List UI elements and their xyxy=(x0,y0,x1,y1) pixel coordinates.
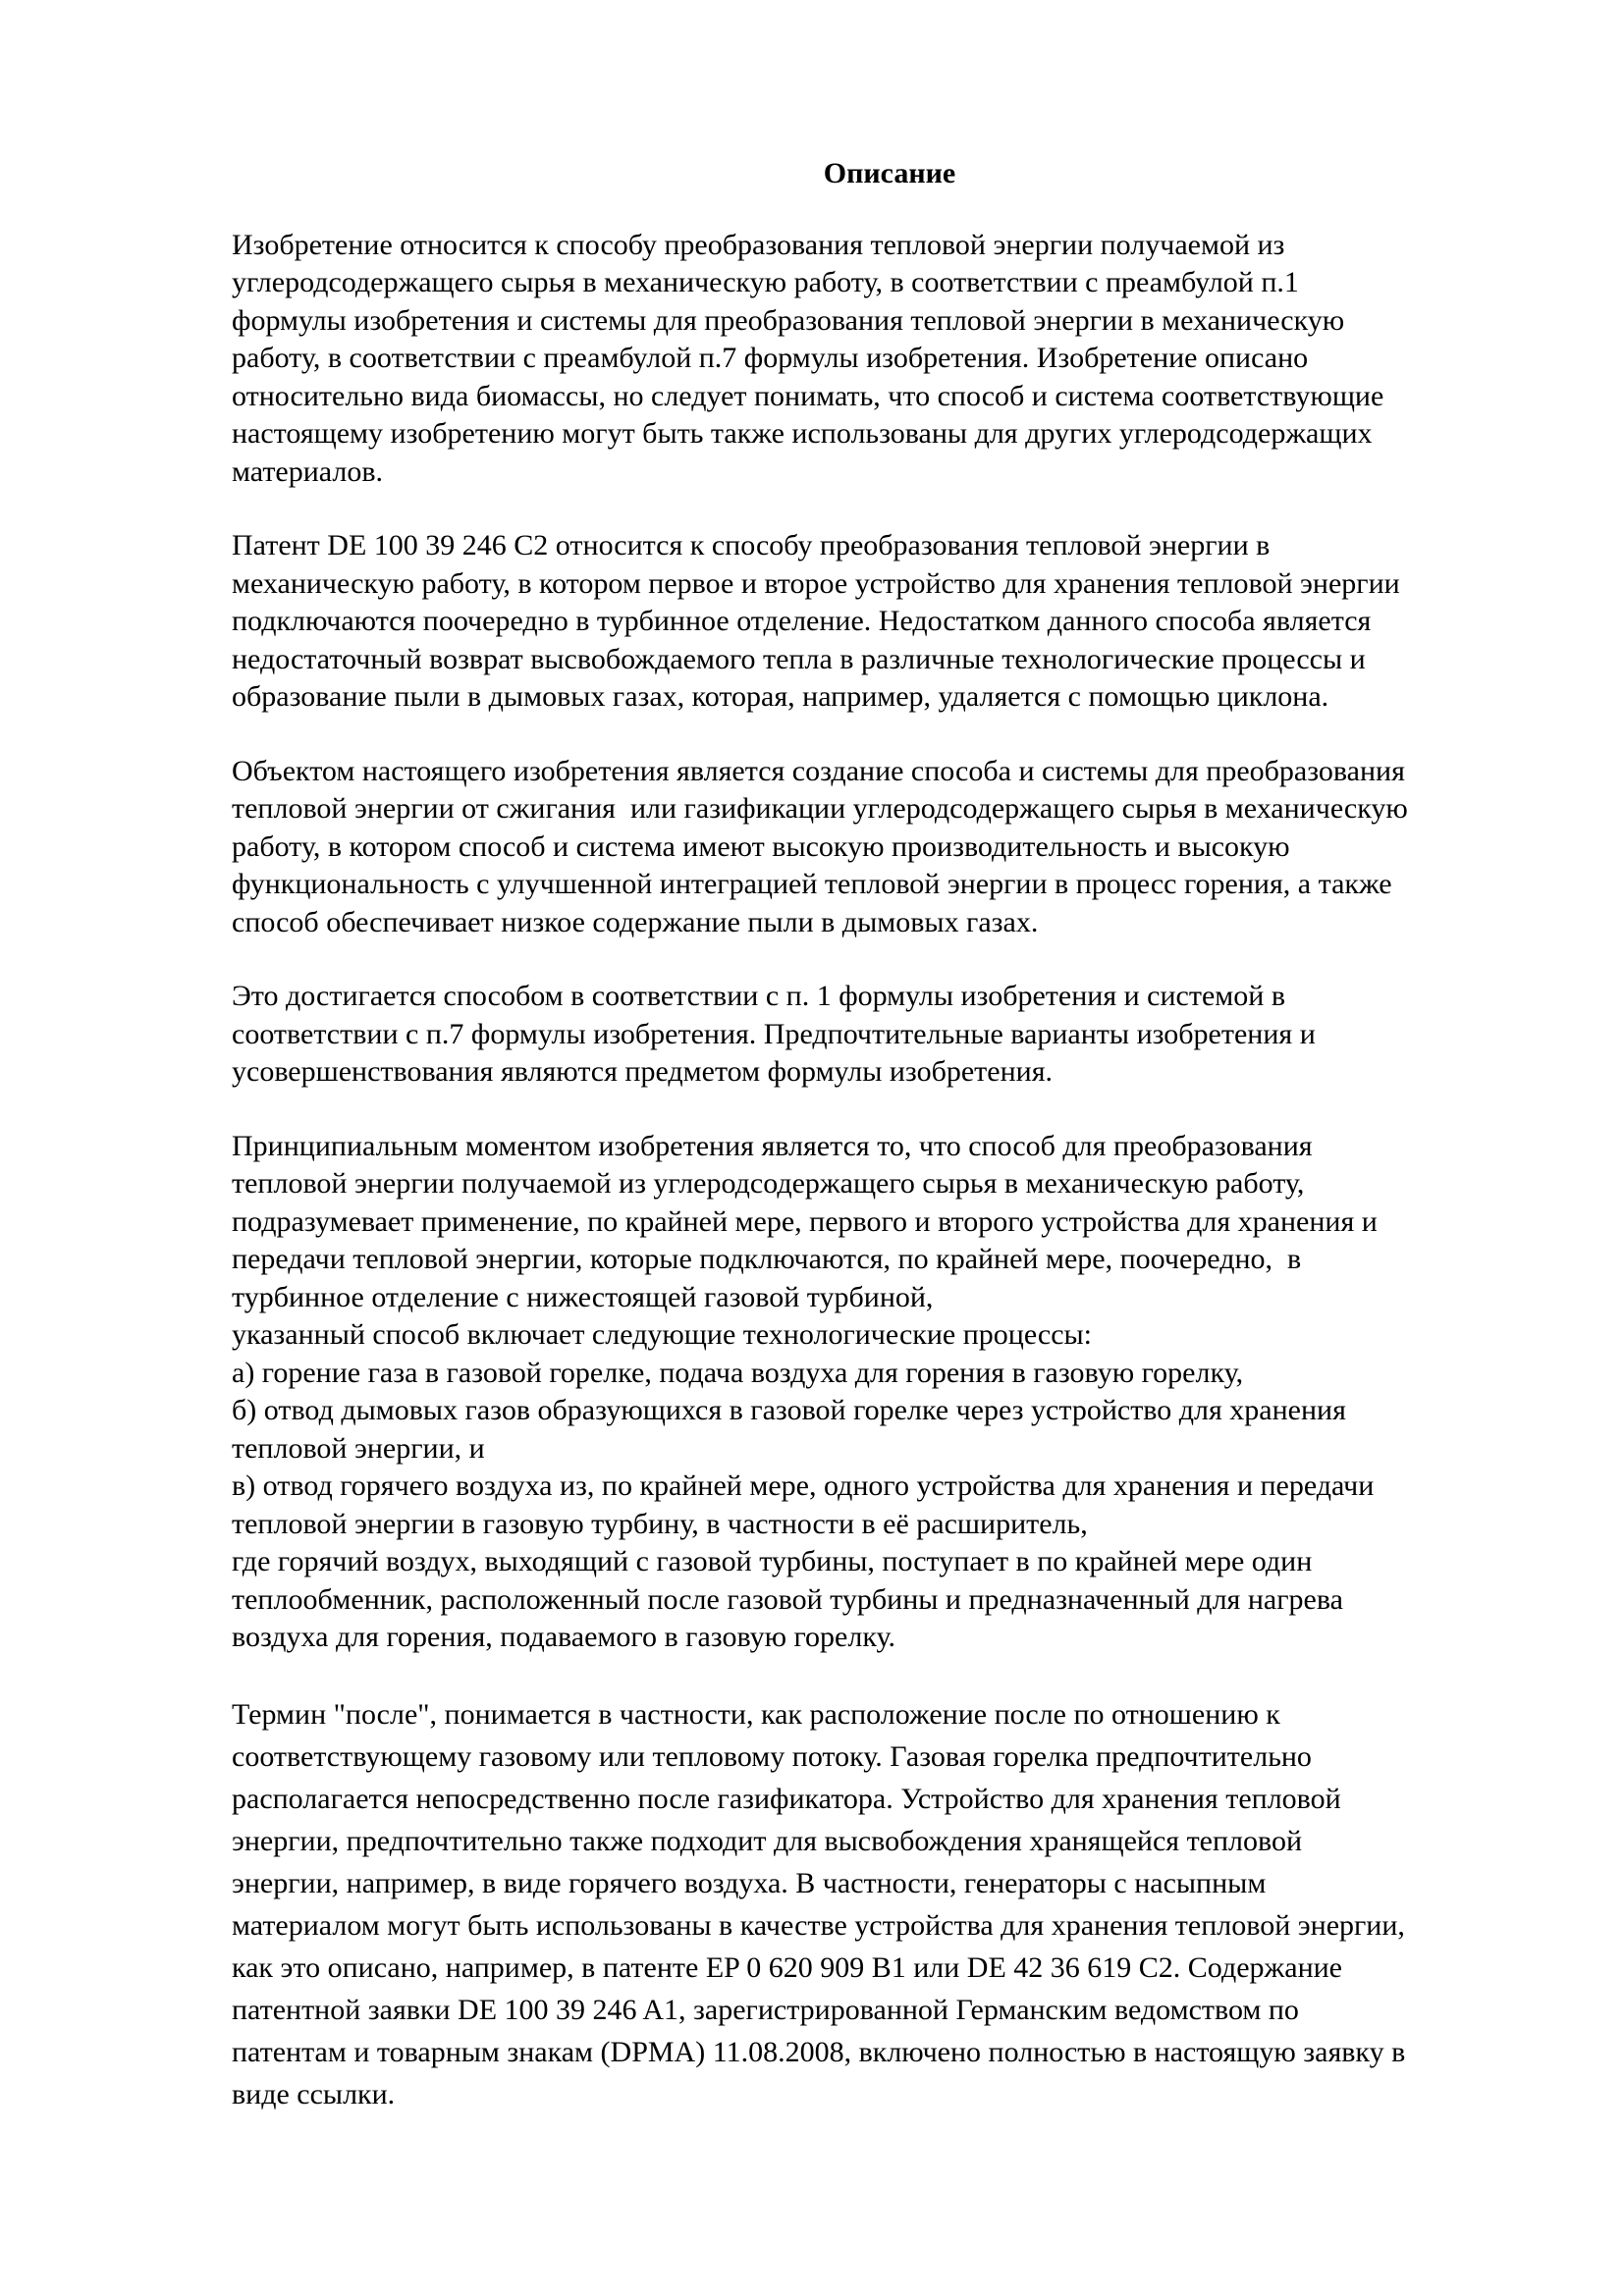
paragraph-line: подключаются поочередно в турбинное отделение. Недостатком данного способа является xyxy=(232,605,1372,637)
paragraph-line: энергии, предпочтительно также подходит для высвобождения хранящейся тепловой xyxy=(232,1824,1303,1857)
paragraph-line: усовершенствования являются предметом формулы изобретения. xyxy=(232,1055,1054,1088)
paragraph-line: соответствующему газовому или тепловому потоку. Газовая горелка предпочтительно xyxy=(232,1739,1312,1773)
paragraph-line: Объектом настоящего изобретения является создание способа и системы для преобразования xyxy=(232,754,1405,787)
paragraph-line: Это достигается способом в соответствии с п. 1 формулы изобретения и системой в xyxy=(232,980,1285,1012)
paragraph-line: материалов. xyxy=(232,454,384,488)
paragraph-line: механическую работу, в котором первое и второе устройство для хранения тепловой энергии xyxy=(232,566,1400,600)
paragraph-line: где горячий воздух, выходящий с газовой турбины, поступает в по крайней мере один xyxy=(232,1545,1313,1577)
paragraph-5 xyxy=(232,1128,1547,1657)
document-title: Описание xyxy=(823,157,956,189)
paragraph-line: настоящему изобретению могут быть также использованы для других углеродсодержащих xyxy=(232,417,1373,450)
paragraph-line: подразумевает применение, по крайней мере, первого и второго устройства для хранения и xyxy=(232,1204,1378,1238)
paragraph-line: материалом могут быть использованы в качестве устройства для хранения тепловой энергии, xyxy=(232,1908,1405,1942)
paragraph-6 xyxy=(232,1693,1547,2115)
document-body xyxy=(232,155,1547,2152)
paragraph-line: Термин "после", понимается в частности, как расположение после по отношению к xyxy=(232,1697,1280,1731)
paragraph-line: тепловой энергии в газовую турбину, в частности в её расширитель, xyxy=(232,1507,1088,1540)
paragraph-line: Изобретение относится к способу преобразования тепловой энергии получаемой из xyxy=(232,228,1285,261)
paragraph-1 xyxy=(232,227,1547,492)
paragraph-line: способ обеспечивает низкое содержание пыли в дымовых газах. xyxy=(232,905,1039,938)
paragraph-line: работу, в соответствии с преамбулой п.7 формулы изобретения. Изобретение описано xyxy=(232,342,1309,374)
paragraph-line: недостаточный возврат высвобождаемого тепла в различные технологические процессы и xyxy=(232,642,1366,675)
paragraph-line: б) отвод дымовых газов образующихся в газовой горелке через устройство для хранения xyxy=(232,1394,1346,1426)
paragraph-line: образование пыли в дымовых газах, которая, например, удаляется с помощью циклона. xyxy=(232,680,1329,713)
paragraph-line: турбинное отделение с нижестоящей газовой турбиной, xyxy=(232,1280,934,1313)
paragraph-line: тепловой энергии от сжигания или газификации углеродсодержащего сырья в механическую xyxy=(232,792,1408,825)
paragraph-line: Принципиальным моментом изобретения является то, что способ для преобразования xyxy=(232,1129,1313,1162)
paragraph-line: энергии, например, в виде горячего воздуха. В частности, генераторы с насыпным xyxy=(232,1866,1267,1899)
paragraph-3 xyxy=(232,753,1547,942)
paragraph-line: воздуха для горения, подаваемого в газовую горелку. xyxy=(232,1621,895,1653)
paragraph-line: как это описано, например, в патенте EP 0 620 909 B1 или DE 42 36 619 C2. Содержание xyxy=(232,1950,1342,1984)
paragraph-line: в) отвод горячего воздуха из, по крайней мере, одного устройства для хранения и передачи xyxy=(232,1469,1375,1502)
paragraph-line: передачи тепловой энергии, которые подключаются, по крайней мере, поочередно, в xyxy=(232,1243,1302,1275)
paragraph-line: патентной заявки DE 100 39 246 A1, зарегистрированной Германским ведомством по xyxy=(232,1993,1299,2026)
paragraph-line: углеродсодержащего сырья в механическую работу, в соответствии с преамбулой п.1 xyxy=(232,266,1299,298)
paragraph-line: соответствии с п.7 формулы изобретения. Предпочтительные варианты изобретения и xyxy=(232,1017,1316,1050)
paragraph-line: работу, в котором способ и система имеют высокую производительность и высокую xyxy=(232,829,1290,863)
paragraph-line: относительно вида биомассы, но следует понимать, что способ и система соответствующие xyxy=(232,379,1384,412)
paragraph-line: теплообменник, расположенный после газовой турбины и предназначенный для нагрева xyxy=(232,1582,1343,1616)
paragraph-line: тепловой энергии, и xyxy=(232,1431,485,1465)
paragraph-line: Патент DE 100 39 246 C2 относится к способу преобразования тепловой энергии в xyxy=(232,529,1271,561)
paragraph-list xyxy=(232,227,1547,2115)
paragraph-line: функциональность с улучшенной интеграцией тепловой энергии в процесс горения, а также xyxy=(232,868,1392,900)
paragraph-line: тепловой энергии получаемой из углеродсодержащего сырья в механическую работу, xyxy=(232,1167,1305,1200)
paragraph-line: а) горение газа в газовой горелке, подача воздуха для горения в газовую горелку, xyxy=(232,1356,1244,1389)
paragraph-line: указанный способ включает следующие технологические процессы: xyxy=(232,1318,1093,1351)
paragraph-line: виде ссылки. xyxy=(232,2077,396,2110)
paragraph-line: патентам и товарным знакам (DPMA) 11.08.2008, включено полностью в настоящую заявку в xyxy=(232,2035,1406,2068)
paragraph-line: формулы изобретения и системы для преобразования тепловой энергии в механическую xyxy=(232,303,1345,337)
paragraph-line: располагается непосредственно после газификатора. Устройство для хранения тепловой xyxy=(232,1782,1341,1815)
paragraph-4 xyxy=(232,978,1547,1092)
paragraph-2 xyxy=(232,527,1547,717)
